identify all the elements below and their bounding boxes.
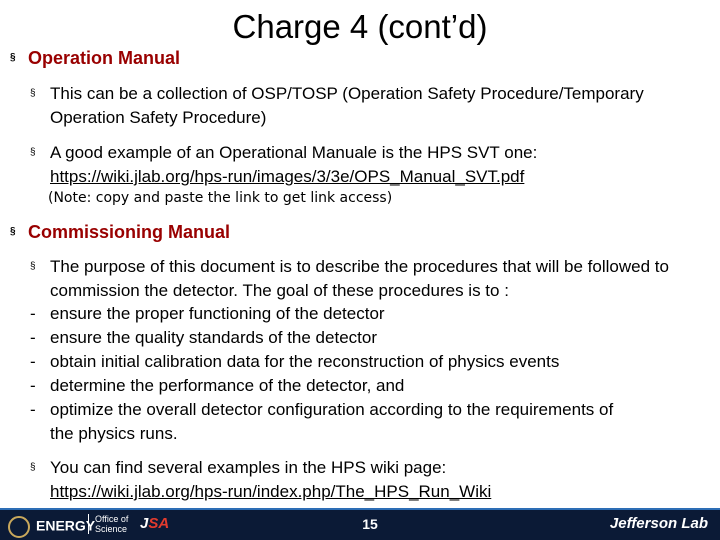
jefferson-lab-logo: Jefferson Lab [609,515,708,532]
bullet-text: The purpose of this document is to describe the procedures that will be followed to commission the detector. The goal of these procedures is to : [50,257,669,300]
section-heading-commissioning-manual [10,222,230,243]
bullet-icon: § [10,225,16,237]
bullet-item [30,141,715,191]
section-heading-text: Operation Manual [28,48,181,68]
section-heading-operation-manual [10,48,180,69]
bullet-item [30,255,715,303]
hps-wiki-link[interactable]: https://wiki.jlab.org/hps-run/index.php/The_HPS_Run_Wiki [50,482,492,501]
bullet-item [30,456,715,504]
bullet-text: You can find several examples in the HPS wiki page: [50,458,447,477]
slide-title: Charge 4 (cont’d) [232,8,488,45]
link-note: (Note: copy and paste the link to get link access) [48,190,393,206]
bullet-text: This can be a collection of OSP/TOSP (Operation Safety Procedure/Temporary Operation Safety Procedure) [50,84,644,127]
bullet-icon: § [10,51,16,63]
bullet-text-with-link [50,141,715,189]
doe-seal-icon [8,516,30,538]
bullet-text-with-link [50,456,715,504]
svt-manual-link[interactable]: https://wiki.jlab.org/hps-run/images/3/3e/OPS_Manual_SVT.pdf [50,167,525,186]
bullet-icon: § [30,462,36,473]
list-continuation: the physics runs. [50,424,178,443]
jsa-logo: JSA [140,515,170,532]
doe-logo: ENERGY [8,516,95,538]
bullet-text: A good example of an Operational Manuale is the HPS SVT one: [50,143,538,162]
bullet-icon: § [30,261,36,272]
bullet-icon: § [30,147,36,158]
office-of-science-logo: Office of Science [88,514,128,534]
bullet-item [30,82,715,132]
page-number: 15 [362,516,378,532]
bullet-icon: § [30,88,36,99]
footer-bar [0,508,720,540]
footer-divider [0,508,720,510]
section-heading-text: Commissioning Manual [28,222,231,242]
